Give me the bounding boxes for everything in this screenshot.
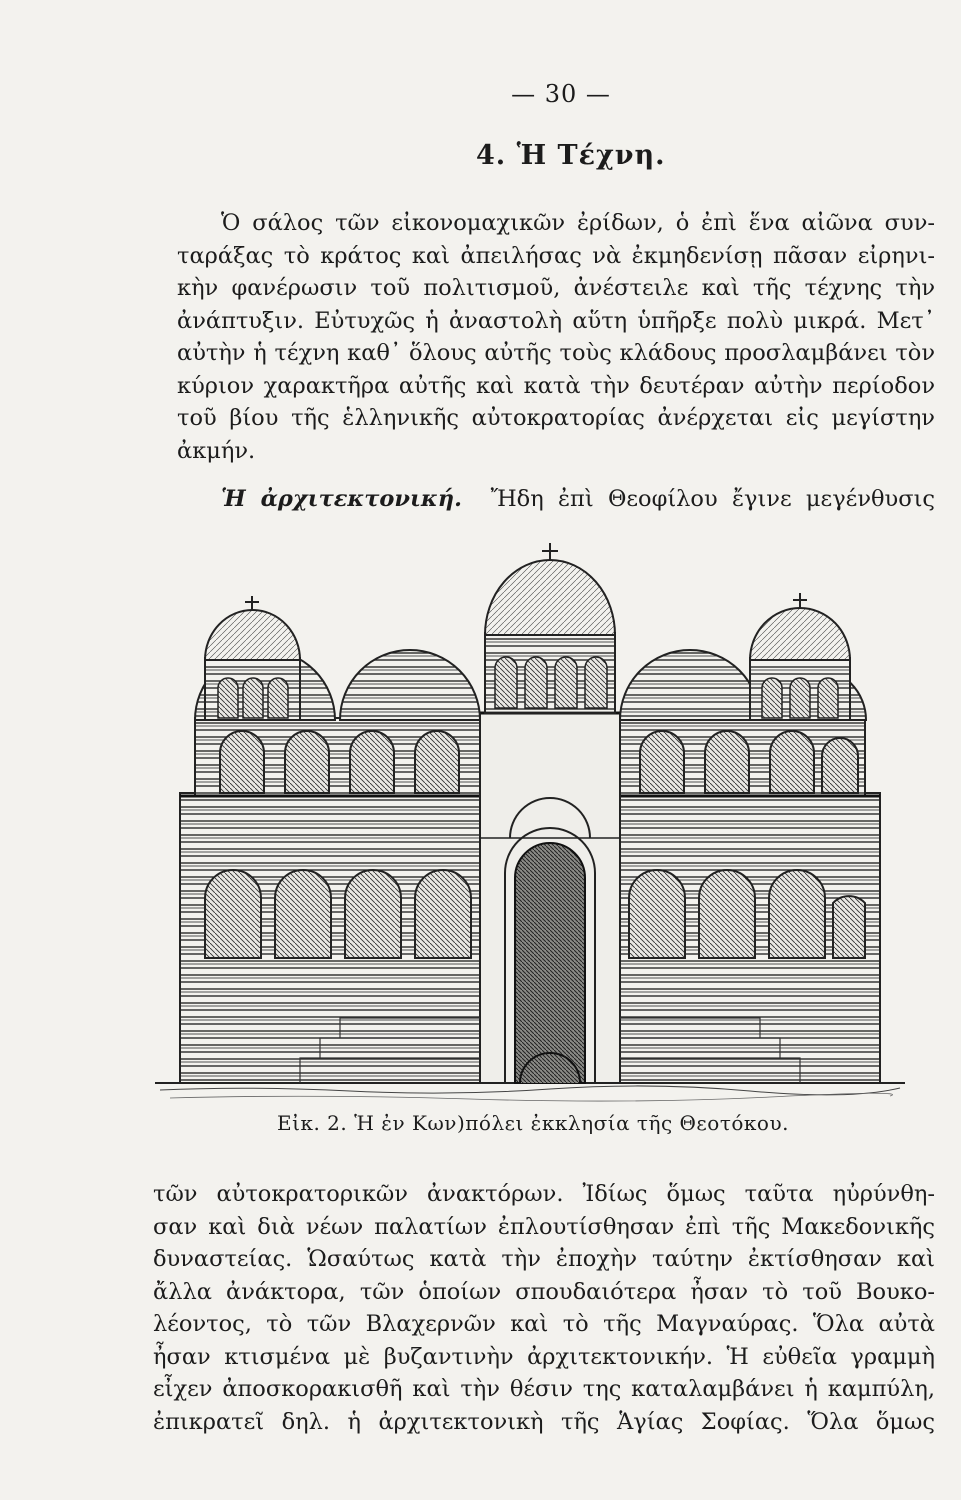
text-line: Ὁ σάλος τῶν εἰκονομαχικῶν ἐρίδων, ὁ ἐπὶ ἕνα αἰῶνα συν- (221, 210, 935, 236)
text-line: τῶν αὐτοκρατορικῶν ἀνακτόρων. Ἰδίως ὅμως ταῦτα ηὐρύνθη- (153, 1181, 935, 1207)
text-line: ἄλλα ἀνάκτορα, τῶν ὁποίων σπουδαιότερα ἦσαν τὸ τοῦ Βουκο- (153, 1278, 935, 1305)
text-line: κύριον χαρακτῆρα αὐτῆς καὶ κατὰ τὴν δευτέραν αὐτὴν περίοδον (177, 372, 935, 399)
paragraph-architecture (177, 483, 935, 516)
text-line: ἀκμήν. (177, 437, 256, 464)
architecture-subheading: Ἡ ἀρχιτεκτονική. (221, 486, 462, 512)
text-line: ταράξας τὸ κράτος καὶ ἀπειλήσας νὰ ἐκμηδενίσῃ πᾶσαν εἰρηνι- (177, 242, 935, 269)
text-line: δυναστείας. Ὡσαύτως κατὰ τὴν ἐποχὴν ταύτην ἐκτίσθησαν καὶ (153, 1246, 935, 1272)
paragraph-art-intro (177, 207, 935, 467)
text-line: κὴν φανέρωσιν τοῦ πολιτισμοῦ, ἀνέστειλε καὶ τῆς τέχνης τὴν (177, 275, 935, 301)
text-line: ἐπικρατεῖ δηλ. ἡ ἀρχιτεκτονικὴ τῆς Ἁγίας Σοφίας. Ὅλα ὅμως (153, 1408, 935, 1435)
text-line: ἀνάπτυξιν. Εὐτυχῶς ἡ ἀναστολὴ αὕτη ὑπῆρξε πολὺ μικρά. Μετ᾽ (177, 307, 935, 334)
text-line: τοῦ βίου τῆς ἑλληνικῆς αὐτοκρατορίας ἀνέρχεται εἰς μεγίστην (177, 405, 935, 431)
figure-caption: Εἰκ. 2. Ἡ ἐν Κων)πόλει ἐκκλησία τῆς Θεοτόκου. (277, 1111, 789, 1135)
text-line: ἦσαν κτισμένα μὲ βυζαντινὴν ἀρχιτεκτονικήν. Ἡ εὐθεῖα γραμμὴ (153, 1343, 935, 1370)
text-line: λέοντος, τὸ τῶν Βλαχερνῶν καὶ τὸ τῆς Μαγναύρας. Ὅλα αὐτὰ (153, 1311, 935, 1337)
section-heading: 4. Ἡ Τέχνη. (476, 140, 666, 171)
page-number: — 30 — (511, 80, 611, 108)
architecture-line: Ἤδη ἐπὶ Θεοφίλου ἔγινε μεγένθυσις (490, 486, 935, 512)
text-line (177, 483, 935, 516)
church-engraving (150, 538, 910, 1103)
text-line: αὐτὴν ἡ τέχνη καθ᾽ ὅλους αὐτῆς τοὺς κλάδους προσλαμβάνει τὸν (177, 340, 935, 366)
text-line: εἶχεν ἀποσκορακισθῆ καὶ τὴν θέσιν της καταλαμβάνει ἡ καμπύλη, (153, 1376, 935, 1402)
text-line: σαν καὶ διὰ νέων παλατίων ἐπλουτίσθησαν ἐπὶ τῆς Μακεδονικῆς (153, 1213, 935, 1240)
paragraph-palaces (153, 1178, 935, 1438)
church-illustration (150, 538, 910, 1103)
